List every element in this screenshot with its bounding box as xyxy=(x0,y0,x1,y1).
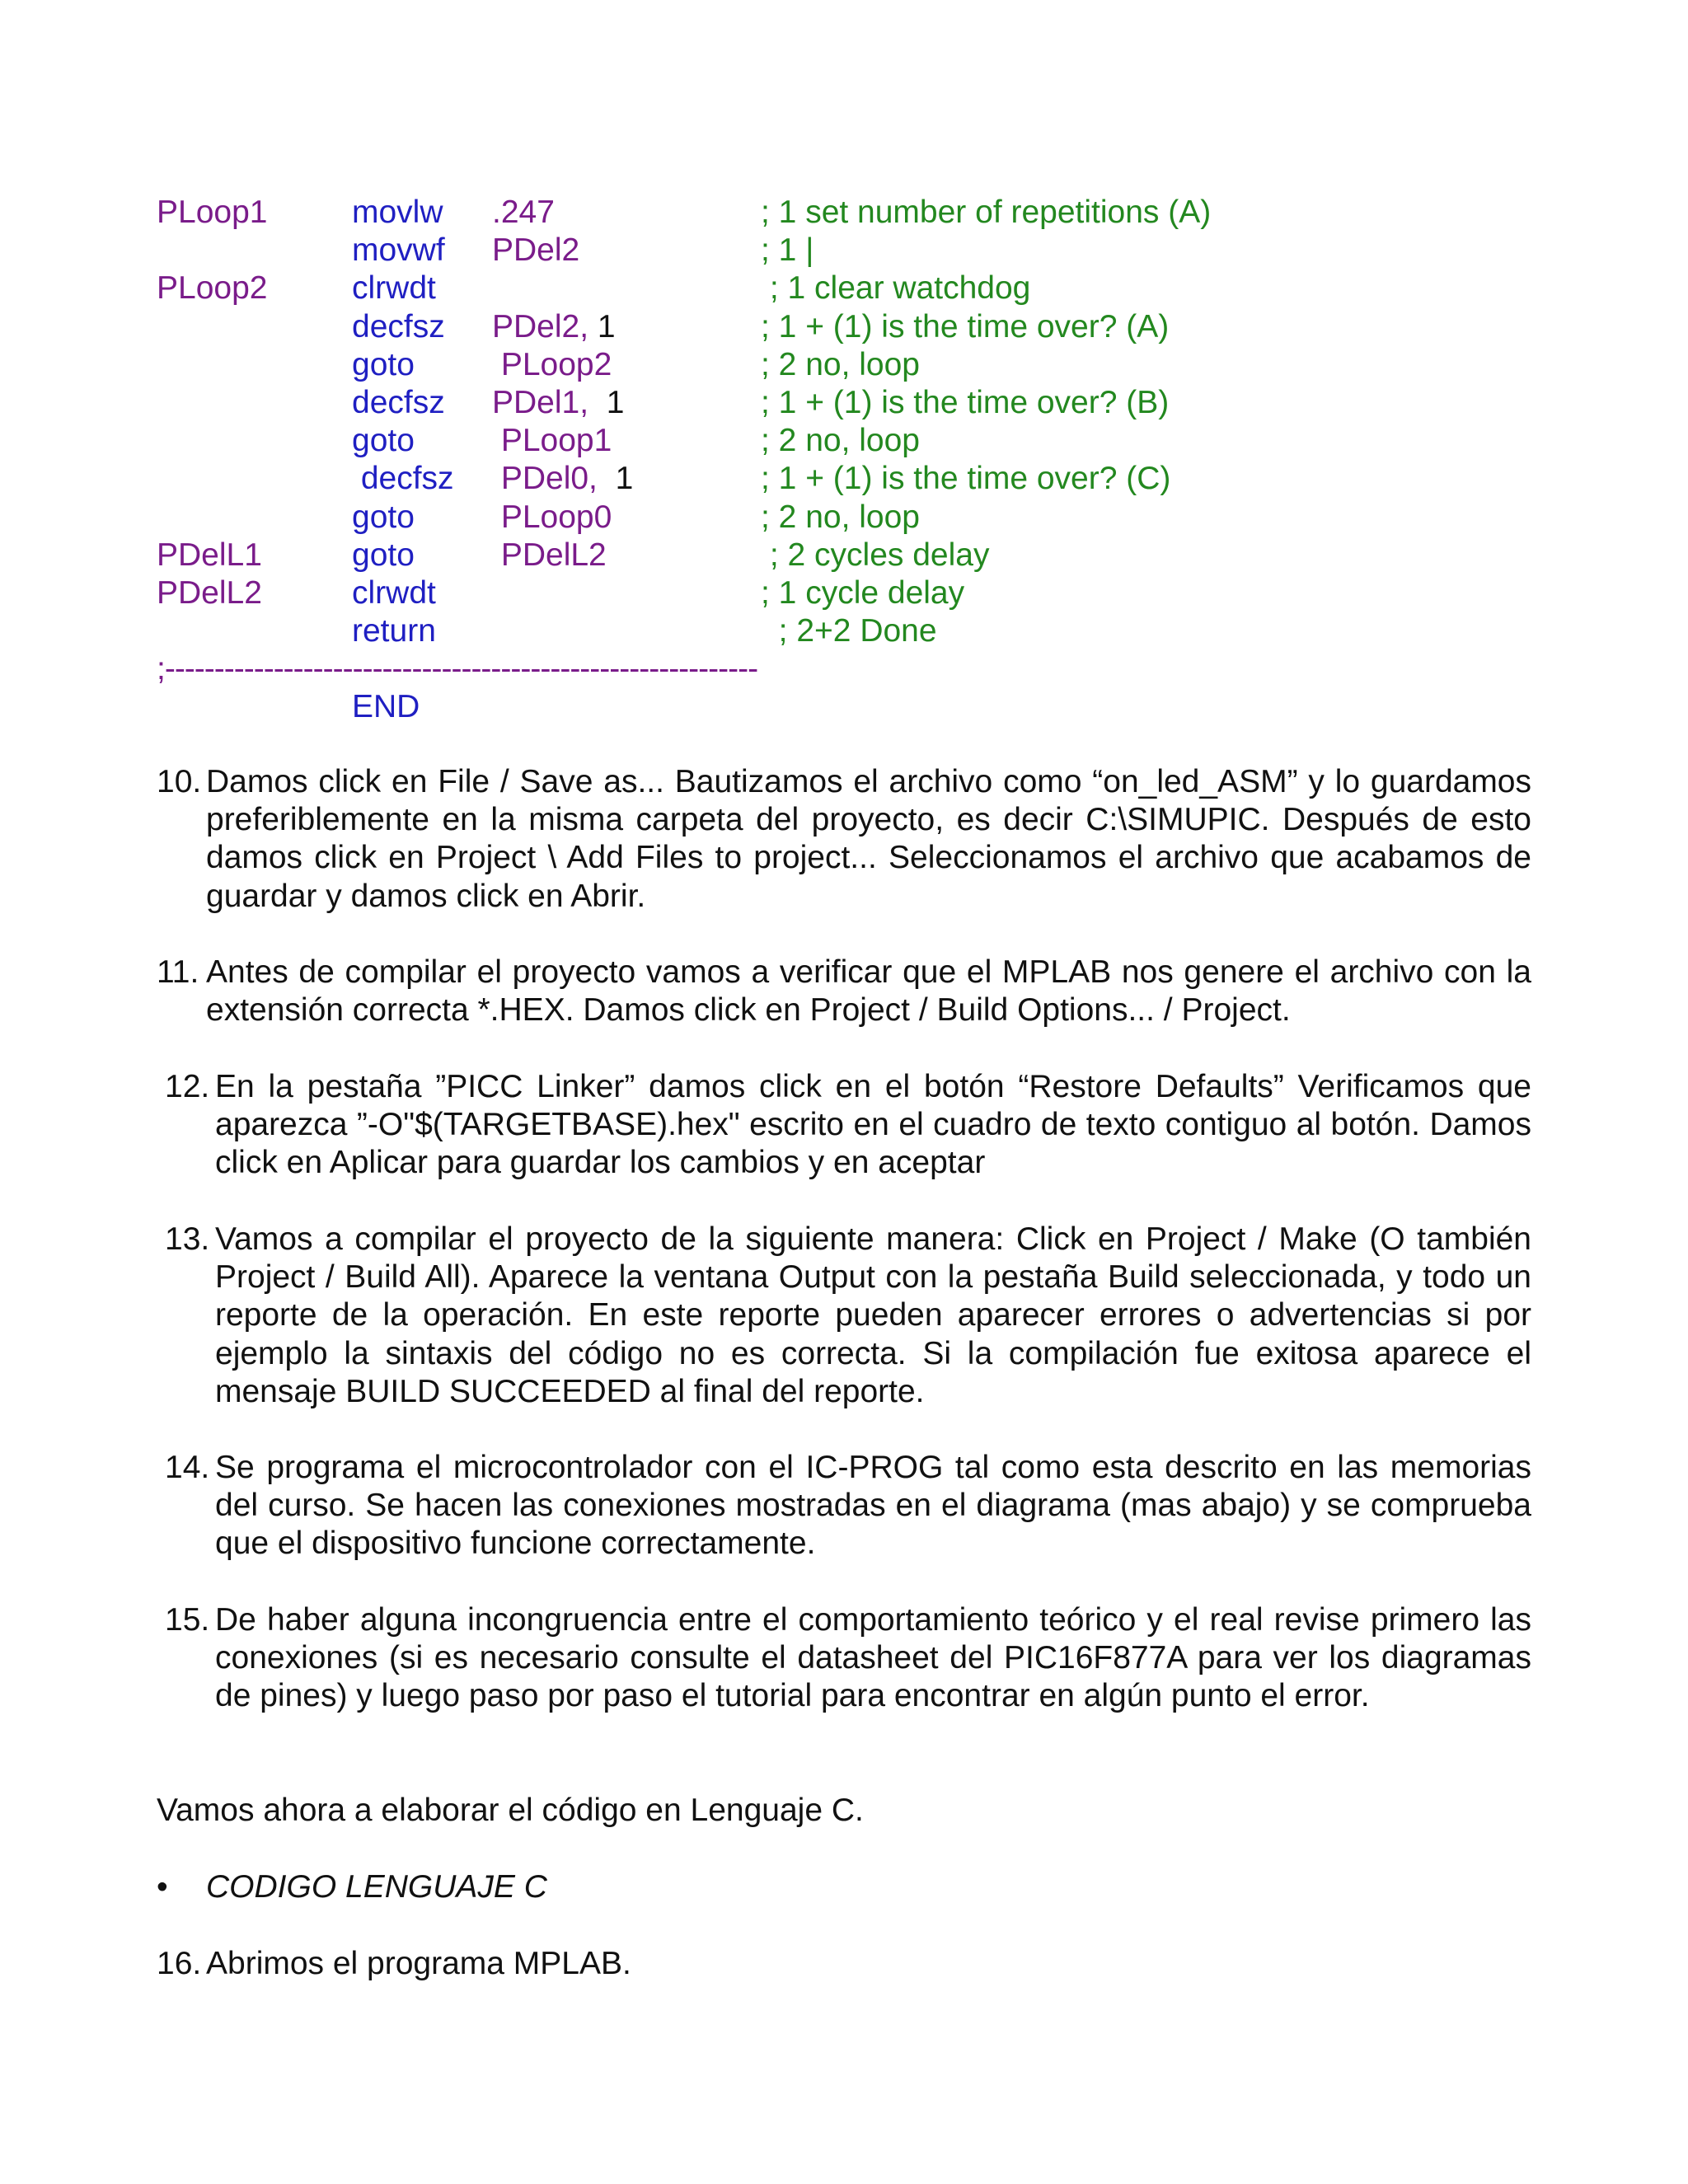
code-separator-line xyxy=(157,650,1558,688)
code-line xyxy=(157,346,1558,384)
code-operand xyxy=(492,537,607,574)
operand-register: PDelL2 xyxy=(492,537,607,573)
code-line xyxy=(157,499,1558,537)
code-line xyxy=(157,574,1558,612)
step-text: Antes de compilar el proyecto vamos a verificar que el MPLAB nos genere el archivo con la extensión correcta *.HEX. Damos click en Project / Build Options... / Project. xyxy=(206,954,1531,1029)
step-text: De haber alguna incongruencia entre el comportamiento teórico y el real revise primero las conexiones (si es necesario consulte el datasheet del PIC16F877A para ver los diagramas de pines) y luego paso por paso el tutorial para encontrar en algún punto el error. xyxy=(215,1602,1531,1714)
section-bullet xyxy=(157,1868,1531,1906)
code-comment: ; 1 + (1) is the time over? (C) xyxy=(761,461,1171,497)
step-text: Se programa el microcontrolador con el IC-PROG tal como esta descrito en las memorias del curso. Se hacen las conexiones mostradas en el diagrama (mas abajo) y se comprueba que el dispositivo funcione correctamente. xyxy=(215,1450,1531,1562)
step-number: 12. xyxy=(165,1069,210,1104)
code-end-line xyxy=(157,688,1558,726)
code-operand xyxy=(492,460,633,498)
code-line xyxy=(157,194,1558,232)
code-mnemonic: movlw xyxy=(352,194,443,230)
code-comment: ; 1 cycle delay xyxy=(761,574,965,611)
operand-register: .247 xyxy=(492,194,555,230)
step-number: 14. xyxy=(165,1450,210,1485)
step-number: 13. xyxy=(165,1221,210,1257)
code-comment: ; 2 no, loop xyxy=(761,499,920,535)
operand-number: 1 xyxy=(597,308,616,344)
step-13 xyxy=(157,1221,1531,1411)
code-comment: ; 1 clear watchdog xyxy=(761,270,1031,307)
code-line xyxy=(157,460,1558,498)
code-comment: ; 1 + (1) is the time over? (B) xyxy=(761,384,1170,420)
step-text: Abrimos el programa MPLAB. xyxy=(206,1946,631,1981)
operand-register: PDel2 xyxy=(492,232,580,269)
operand-register: PDel0, xyxy=(492,461,616,497)
operand-number: 1 xyxy=(615,461,634,497)
code-separator: ;------------------------------------------------------------ xyxy=(157,651,758,687)
code-mnemonic: decfsz xyxy=(352,461,454,497)
code-mnemonic: clrwdt xyxy=(352,574,436,611)
operand-number: 1 xyxy=(606,384,625,420)
step-14 xyxy=(157,1449,1531,1563)
code-mnemonic: return xyxy=(352,613,436,649)
code-mnemonic: goto xyxy=(352,346,415,382)
operand-register: PDel1, xyxy=(492,384,607,420)
code-comment: ; 1 set number of repetitions (A) xyxy=(761,194,1212,230)
step-11 xyxy=(157,954,1531,1029)
code-mnemonic: goto xyxy=(352,537,415,573)
code-operand xyxy=(492,308,616,346)
bullet-icon: • xyxy=(157,1869,168,1905)
code-comment: ; 2 no, loop xyxy=(761,423,920,459)
code-label: PDelL1 xyxy=(157,537,262,573)
operand-register: PLoop0 xyxy=(492,499,612,535)
code-mnemonic: decfsz xyxy=(352,308,445,344)
code-operand xyxy=(492,232,579,269)
code-comment: ; 2 cycles delay xyxy=(761,537,990,573)
operand-register: PLoop1 xyxy=(492,423,612,459)
step-16 xyxy=(157,1945,1531,1983)
code-label: PLoop2 xyxy=(157,270,268,307)
code-mnemonic: clrwdt xyxy=(352,270,436,307)
code-line xyxy=(157,308,1558,346)
operand-register: PLoop2 xyxy=(492,346,612,382)
code-label: PLoop1 xyxy=(157,194,268,230)
step-number: 16. xyxy=(157,1946,202,1981)
code-operand xyxy=(492,499,612,537)
step-text: Damos click en File / Save as... Bautizamos el archivo como “on_led_ASM” y lo guardamos preferiblemente en la misma carpeta del proyecto, es decir C:\SIMUPIC. Después de esto damos click en Project \ Add Files to project... Seleccionamos el archivo que acabamos de guardar y damos click en Abrir. xyxy=(206,764,1531,914)
code-mnemonic: goto xyxy=(352,423,415,459)
section-heading: CODIGO LENGUAJE C xyxy=(206,1869,547,1905)
step-text: En la pestaña ”PICC Linker” damos click en el botón “Restore Defaults” Verificamos que aparezca ”-O"$(TARGETBASE).hex" escrito en el cuadro de texto contiguo al botón. Damos click en Aplicar para guardar los cambios y en aceptar xyxy=(215,1069,1531,1181)
step-number: 11. xyxy=(157,954,199,990)
code-operand xyxy=(492,422,612,460)
step-text: Vamos a compilar el proyecto de la siguiente manera: Click en Project / Make (O también Project / Build All). Aparece la ventana Output con la pestaña Build seleccionada, y todo un reporte de la operación. En este reporte pueden aparecer errores o advertencias si por ejemplo la sintaxis del código no es correcta. Si la compilación fue exitosa aparece el mensaje BUILD SUCCEEDED al final del reporte. xyxy=(215,1221,1531,1409)
code-line xyxy=(157,269,1558,307)
code-comment: ; 2 no, loop xyxy=(761,346,920,382)
code-label: PDelL2 xyxy=(157,574,262,611)
code-operand xyxy=(492,194,555,232)
code-line xyxy=(157,612,1558,650)
code-mnemonic: decfsz xyxy=(352,384,445,420)
code-line xyxy=(157,384,1558,422)
code-comment: ; 2+2 Done xyxy=(761,613,937,649)
code-mnemonic: movwf xyxy=(352,232,445,269)
code-line xyxy=(157,422,1558,460)
step-10 xyxy=(157,763,1531,916)
code-mnemonic: goto xyxy=(352,499,415,535)
code-comment: ; 1 | xyxy=(761,232,814,269)
code-line xyxy=(157,537,1558,574)
intro-c-paragraph: Vamos ahora a elaborar el código en Lenguaje C. xyxy=(157,1793,864,1828)
code-end-directive: END xyxy=(352,689,420,725)
code-comment: ; 1 + (1) is the time over? (A) xyxy=(761,308,1170,344)
step-15 xyxy=(157,1601,1531,1716)
code-operand xyxy=(492,346,612,384)
code-line xyxy=(157,232,1558,269)
code-operand xyxy=(492,384,624,422)
step-number: 10. xyxy=(157,764,202,799)
step-number: 15. xyxy=(165,1602,210,1638)
assembly-code-block xyxy=(157,194,1558,727)
operand-register: PDel2, xyxy=(492,308,598,344)
step-12 xyxy=(157,1068,1531,1183)
